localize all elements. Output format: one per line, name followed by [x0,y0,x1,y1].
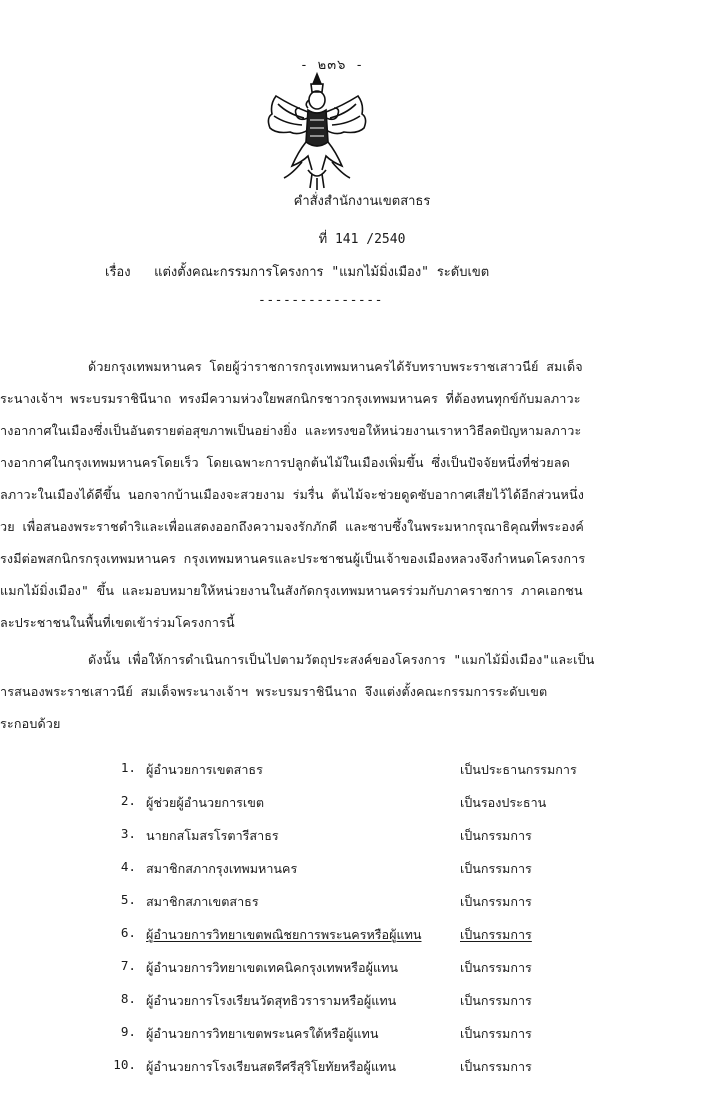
member-name: ผู้อำนวยการวิทยาเขตพณิชยการพระนครหรือผู้แทน [146,927,422,942]
paragraph1-line: แมกไม้มิ่งเมือง" ขึ้น และมอบหมายให้หน่วยงานในสังกัดกรุงเทพมหานครร่วมกับภาคราชการ ภาคเอกชน [0,583,583,598]
member-role: เป็นกรรมการ [460,1059,532,1074]
member-role: เป็นกรรมการ [460,861,532,876]
paragraph2-line: ดังนั้น เพื่อให้การดำเนินการเป็นไปตามวัตถุประสงค์ของโครงการ "แมกไม้มิ่งเมือง"และเป็น [88,652,595,667]
member-number: 10. [113,1057,136,1072]
member-number: 9. [120,1024,136,1039]
member-role: เป็นรองประธาน [460,795,547,810]
paragraph1-line: างอากาศในเมืองซึ่งเป็นอันตรายต่อสุขภาพเป็นอย่างยิ่ง และทรงขอให้หน่วยงานเราหาวิธีลดปัญหามลภาวะ [0,423,582,438]
page-number: - ๒๓๖ - [300,58,365,73]
member-number: 6. [120,925,136,940]
order-title: คำสั่งสำนักงานเขตสาธร [293,194,431,209]
paragraph1-line: างอากาศในกรุงเทพมหานครโดยเร็ว โดยเฉพาะการปลูกต้นไม้ในเมืองเพิ่มขึ้น ซึ่งเป็นปัจจัยหนึ่งที่ช่วยลด [0,455,571,470]
member-role: เป็นประธานกรรมการ [460,762,577,777]
subject-label: เรื่อง [105,265,131,280]
subject-text: แต่งตั้งคณะกรรมการโครงการ "แมกไม้มิ่งเมือง" ระดับเขต [154,265,490,280]
member-role: เป็นกรรมการ [460,993,532,1008]
paragraph1-line: ละประชาชนในพื้นที่เขตเข้าร่วมโครงการนี้ [0,615,235,630]
member-number: 1. [120,760,136,775]
member-name: ผู้อำนวยการวิทยาเขตพระนครใต้หรือผู้แทน [146,1026,379,1041]
member-number: 8. [120,991,136,1006]
member-number: 4. [120,859,136,874]
member-name: ผู้อำนวยการโรงเรียนวัดสุทธิวรารามหรือผู้แทน [146,993,397,1008]
separator: --------------- [258,293,383,308]
paragraph1-line: ลภาวะในเมืองได้ดีขึ้น นอกจากบ้านเมืองจะสวยงาม ร่มรื่น ต้นไม้จะช่วยดูดซับอากาศเสียไว้ได้อีกส่วนหนึ่ง [0,487,585,502]
member-number: 7. [120,958,136,973]
member-name: นายกสโมสรโรตารีสาธร [146,828,279,843]
paragraph1-line: ด้วยกรุงเทพมหานคร โดยผู้ว่าราชการกรุงเทพมหานครได้รับทราบพระราชเสาวนีย์ สมเด็จ [88,359,583,374]
paragraph2-line: ารสนองพระราชเสาวนีย์ สมเด็จพระนางเจ้าฯ พระบรมราชินีนาถ จึงแต่งตั้งคณะกรรมการระดับเขต [0,684,548,699]
member-role: เป็นกรรมการ [460,828,532,843]
member-role: เป็นกรรมการ [460,960,532,975]
member-name: สมาชิกสภาเขตสาธร [146,894,259,909]
member-name: ผู้อำนวยการวิทยาเขตเทคนิคกรุงเทพหรือผู้แทน [146,960,398,975]
member-name: ผู้ช่วยผู้อำนวยการเขต [146,795,265,810]
paragraph1-line: ระนางเจ้าฯ พระบรมราชินีนาถ ทรงมีความห่วงใยพสกนิกรชาวกรุงเทพมหานคร ที่ต้องทนทุกข์กับมลภาวะ [0,391,581,406]
member-name: ผู้อำนวยการโรงเรียนสตรีศรีสุริโยทัยหรือผู้แทน [146,1059,396,1074]
paragraph2-line: ระกอบด้วย [0,716,61,731]
member-role: เป็นกรรมการ [460,1026,532,1041]
member-name: สมาชิกสภากรุงเทพมหานคร [146,861,298,876]
subject-line [105,261,489,282]
paragraph1-line: รงมีต่อพสกนิกรกรุงเทพมหานคร กรุงเทพมหานครและประชาชนผู้เป็นเจ้าของเมืองหลวงจึงกำหนดโครงการ [0,551,586,566]
garuda-emblem-icon [262,70,372,192]
member-role: เป็นกรรมการ [460,927,532,942]
member-number: 5. [120,892,136,907]
member-number: 2. [120,793,136,808]
member-role: เป็นกรรมการ [460,894,532,909]
member-name: ผู้อำนวยการเขตสาธร [146,762,263,777]
order-number: ที่ 141 /2540 [318,232,406,247]
paragraph1-line: วย เพื่อสนองพระราชดำริและเพื่อแสดงออกถึงความจงรักภักดี และซาบซึ้งในพระมหากรุณาธิคุณที่พระองค์ [0,519,584,534]
member-number: 3. [120,826,136,841]
